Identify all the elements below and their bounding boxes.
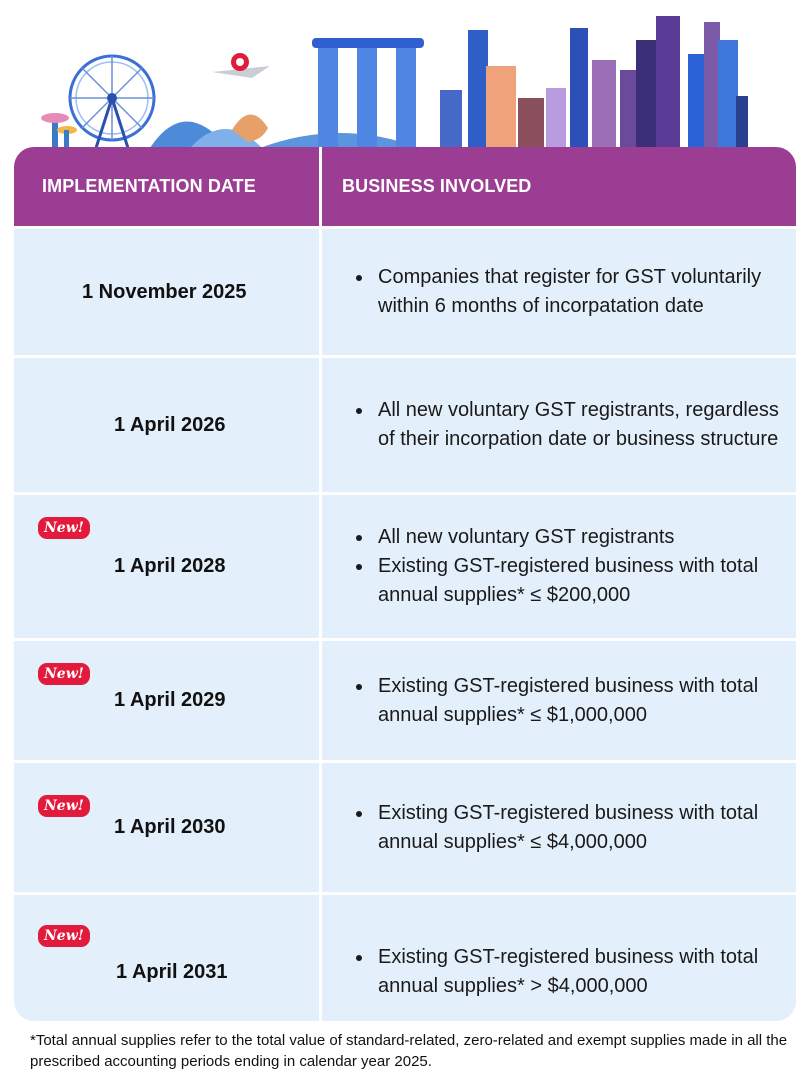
list-item: Companies that register for GST voluntarily within 6 months of incorpatation date bbox=[348, 263, 782, 321]
table-row bbox=[14, 495, 796, 638]
date-cell bbox=[14, 895, 319, 1021]
airplane-icon bbox=[212, 53, 270, 78]
implementation-date: 1 April 2031 bbox=[116, 960, 228, 983]
business-cell bbox=[322, 641, 796, 760]
table-row bbox=[14, 229, 796, 355]
business-cell bbox=[322, 358, 796, 492]
business-cell bbox=[322, 229, 796, 355]
table-row bbox=[14, 763, 796, 892]
footnote: *Total annual supplies refer to the total value of standard-related, zero-related and exempt supplies made in all the prescribed accounting periods ending in calendar year 2025. bbox=[30, 1032, 788, 1070]
business-cell bbox=[322, 895, 796, 1021]
implementation-date: 1 April 2029 bbox=[114, 689, 226, 711]
header-divider bbox=[319, 147, 322, 226]
list-item: Existing GST-registered business with total annual supplies* > $4,000,000 bbox=[348, 943, 782, 1001]
gst-timeline-table bbox=[14, 147, 796, 1021]
list-item: All new voluntary GST registrants bbox=[348, 523, 782, 552]
table-row bbox=[14, 641, 796, 760]
table-row bbox=[14, 358, 796, 492]
list-item: Existing GST-registered business with total annual supplies* ≤ $1,000,000 bbox=[348, 672, 782, 730]
new-badge: New! bbox=[38, 663, 90, 685]
date-cell bbox=[14, 641, 319, 760]
list-item: Existing GST-registered business with total annual supplies* ≤ $4,000,000 bbox=[348, 799, 782, 857]
header-business-involved: BUSINESS INVOLVED bbox=[342, 176, 532, 196]
date-cell bbox=[14, 495, 319, 638]
implementation-date: 1 April 2028 bbox=[114, 555, 226, 577]
table-row bbox=[14, 895, 796, 1021]
date-cell bbox=[14, 229, 319, 355]
date-cell bbox=[14, 358, 319, 492]
new-badge: New! bbox=[38, 925, 90, 947]
business-cell bbox=[322, 495, 796, 638]
business-cell bbox=[322, 763, 796, 892]
city-skyline-illustration bbox=[0, 0, 810, 150]
ferris-wheel-icon bbox=[70, 56, 154, 148]
header-implementation-date: IMPLEMENTATION DATE bbox=[42, 176, 256, 196]
implementation-date: 1 April 2026 bbox=[114, 413, 226, 436]
table-header bbox=[14, 147, 796, 226]
new-badge: New! bbox=[38, 517, 90, 539]
date-cell bbox=[14, 763, 319, 892]
implementation-date: 1 November 2025 bbox=[82, 280, 247, 303]
new-badge: New! bbox=[38, 795, 90, 817]
implementation-date: 1 April 2030 bbox=[114, 816, 226, 838]
list-item: Existing GST-registered business with total annual supplies* ≤ $200,000 bbox=[348, 552, 782, 610]
list-item: All new voluntary GST registrants, regardless of their incorpation date or business structure bbox=[348, 396, 782, 454]
